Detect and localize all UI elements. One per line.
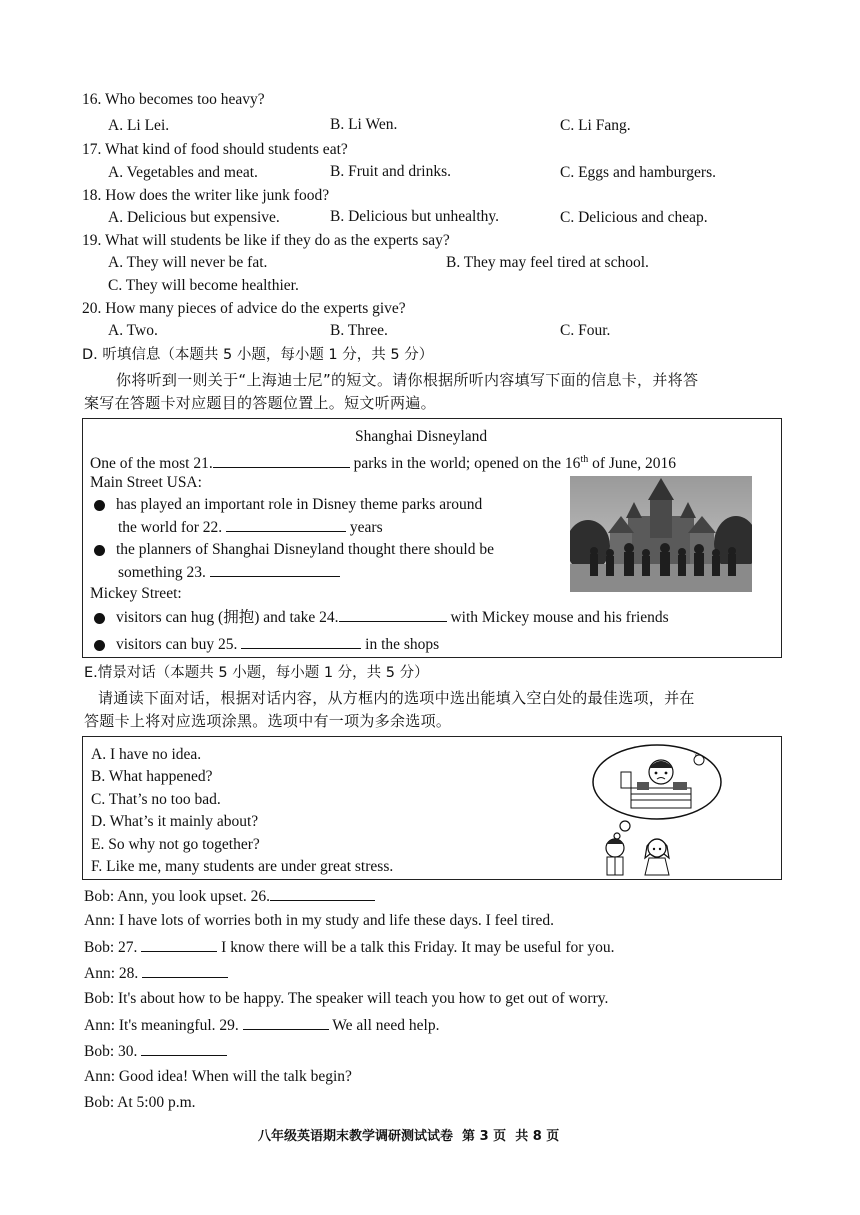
question-stem: 20. How many pieces of advice do the experts give?: [82, 300, 406, 317]
dialogue-line-27: [84, 937, 614, 958]
card-line-21: [90, 450, 676, 474]
option-a: A. They will never be fat.: [108, 254, 268, 271]
dialogue-line: Ann: I have lots of worries both in my study and life these days. I feel tired.: [84, 912, 555, 929]
card-line-22: [118, 517, 383, 538]
card-line-21-rest: parks in the world; opened on the 16: [353, 455, 581, 473]
option-d: D. What’s it mainly about?: [91, 813, 259, 830]
bullet-item-25: [94, 634, 439, 655]
card-line-22-text: the world for 22.: [118, 519, 223, 536]
option-b: B. Three.: [330, 322, 388, 339]
answer-blank-21[interactable]: [213, 453, 350, 468]
answer-blank-25[interactable]: [241, 634, 361, 649]
page-footer: 八年级英语期末教学调研测试试卷 第 3 页 共 8 页: [258, 1129, 560, 1144]
answer-blank-27[interactable]: [141, 937, 217, 952]
option-c: C. Li Fang.: [560, 117, 631, 134]
card-line-23: [118, 562, 340, 583]
option-e: E. So why not go together?: [91, 836, 260, 853]
option-c: C. Eggs and hamburgers.: [560, 164, 716, 181]
question-stem: 19. What will students be like if they do as the experts say?: [82, 232, 450, 249]
dialogue-text: Bob: 30.: [84, 1043, 142, 1060]
option-c: C. Four.: [560, 322, 611, 339]
bullet-icon: [94, 500, 105, 511]
question-stem: 18. How does the writer like junk food?: [82, 187, 330, 204]
answer-blank-28[interactable]: [142, 963, 228, 978]
bullet-icon: [94, 613, 105, 624]
bullet-text-rest: in the shops: [365, 636, 440, 653]
bullet-item-24: [94, 607, 669, 628]
card-title: Shanghai Disneyland: [355, 428, 488, 445]
section-d-instruction-line1: 你将听到一则关于“上海迪士尼”的短文。请你根据所听内容填写下面的信息卡，并将答: [116, 371, 699, 389]
option-b: B. Li Wen.: [330, 116, 398, 133]
question-stem: 17. What kind of food should students eat?: [82, 141, 348, 158]
bullet-text-rest: with Mickey mouse and his friends: [450, 609, 669, 626]
option-a: A. Vegetables and meat.: [108, 164, 258, 181]
svg-text:?: ?: [694, 752, 698, 759]
superscript-th: th: [580, 454, 589, 465]
bullet-text: has played an important role in Disney theme parks around: [116, 496, 483, 513]
section-d-heading: D. 听填信息（本题共 5 小题，每小题 1 分，共 5 分）: [82, 347, 434, 363]
option-c: C. Delicious and cheap.: [560, 209, 708, 226]
main-street-heading: Main Street USA:: [90, 474, 202, 491]
section-d-instruction-line2: 案写在答题卡对应题目的答题位置上。短文听两遍。: [84, 394, 436, 412]
dialogue-line: Ann: Good idea! When will the talk begin?: [84, 1068, 352, 1085]
dialogue-line-28: [84, 963, 228, 984]
answer-blank-29[interactable]: [243, 1015, 329, 1030]
dialogue-line-29: [84, 1015, 439, 1036]
dialogue-line: Bob: At 5:00 p.m.: [84, 1094, 196, 1111]
question-stem: 16. Who becomes too heavy?: [82, 91, 265, 108]
option-c: C. They will become healthier.: [108, 277, 299, 294]
section-e-instruction-line2: 答题卡上将对应选项涂黑。选项中有一项为多余选项。: [84, 712, 452, 730]
dialogue-text-rest: I know there will be a talk this Friday. It may be useful for you.: [221, 939, 615, 956]
bullet-icon: [94, 545, 105, 556]
card-line-21-date: of June, 2016: [588, 455, 677, 473]
mickey-street-heading: Mickey Street:: [90, 585, 182, 602]
dialogue-text: Bob: Ann, you look upset. 26.: [84, 888, 271, 905]
option-a: A. Li Lei.: [108, 117, 170, 134]
bullet-text: the planners of Shanghai Disneyland thought there should be: [116, 541, 494, 558]
option-c: C. That’s no too bad.: [91, 791, 221, 808]
option-b: B. What happened?: [91, 768, 213, 785]
card-line-21-text: One of the most 21.: [90, 455, 213, 473]
dialogue-line-30: [84, 1041, 227, 1062]
answer-blank-22[interactable]: [226, 517, 346, 532]
bullet-icon: [94, 640, 105, 651]
bullet-item-23: [94, 540, 494, 560]
section-e-heading: E.情景对话（本题共 5 小题，每小题 1 分，共 5 分）: [84, 665, 429, 681]
answer-blank-24[interactable]: [339, 607, 447, 622]
option-f: F. Like me, many students are under great stress.: [91, 858, 394, 875]
dialogue-line-26: [84, 886, 375, 907]
dialogue-line: Bob: It's about how to be happy. The speaker will teach you how to get out of worry.: [84, 990, 609, 1007]
answer-blank-23[interactable]: [210, 562, 340, 577]
option-a: A. I have no idea.: [91, 746, 202, 763]
option-a: A. Delicious but expensive.: [108, 209, 280, 226]
card-line-22-rest: years: [349, 519, 383, 536]
option-b: B. Fruit and drinks.: [330, 163, 451, 180]
disneyland-castle-photo: [570, 476, 752, 592]
option-a: A. Two.: [108, 322, 158, 339]
dialogue-text-rest: We all need help.: [332, 1017, 440, 1034]
dialogue-text: Ann: It's meaningful. 29.: [84, 1017, 243, 1034]
dialogue-text: Bob: 27.: [84, 939, 142, 956]
bullet-text: visitors can hug (拥抱) and take 24.: [116, 609, 339, 626]
bullet-item-22: [94, 495, 482, 515]
dialogue-text: Ann: 28.: [84, 965, 143, 982]
answer-blank-26[interactable]: [270, 886, 375, 901]
bullet-text: visitors can buy 25.: [116, 636, 238, 653]
option-b: B. They may feel tired at school.: [446, 254, 649, 271]
card-line-23-text: something 23.: [118, 564, 206, 581]
stressed-student-cartoon: [565, 742, 765, 883]
answer-blank-30[interactable]: [141, 1041, 227, 1056]
section-e-instruction-line1: 请通读下面对话，根据对话内容，从方框内的选项中选出能填入空白处的最佳选项，并在: [98, 689, 695, 707]
option-b: B. Delicious but unhealthy.: [330, 208, 500, 225]
